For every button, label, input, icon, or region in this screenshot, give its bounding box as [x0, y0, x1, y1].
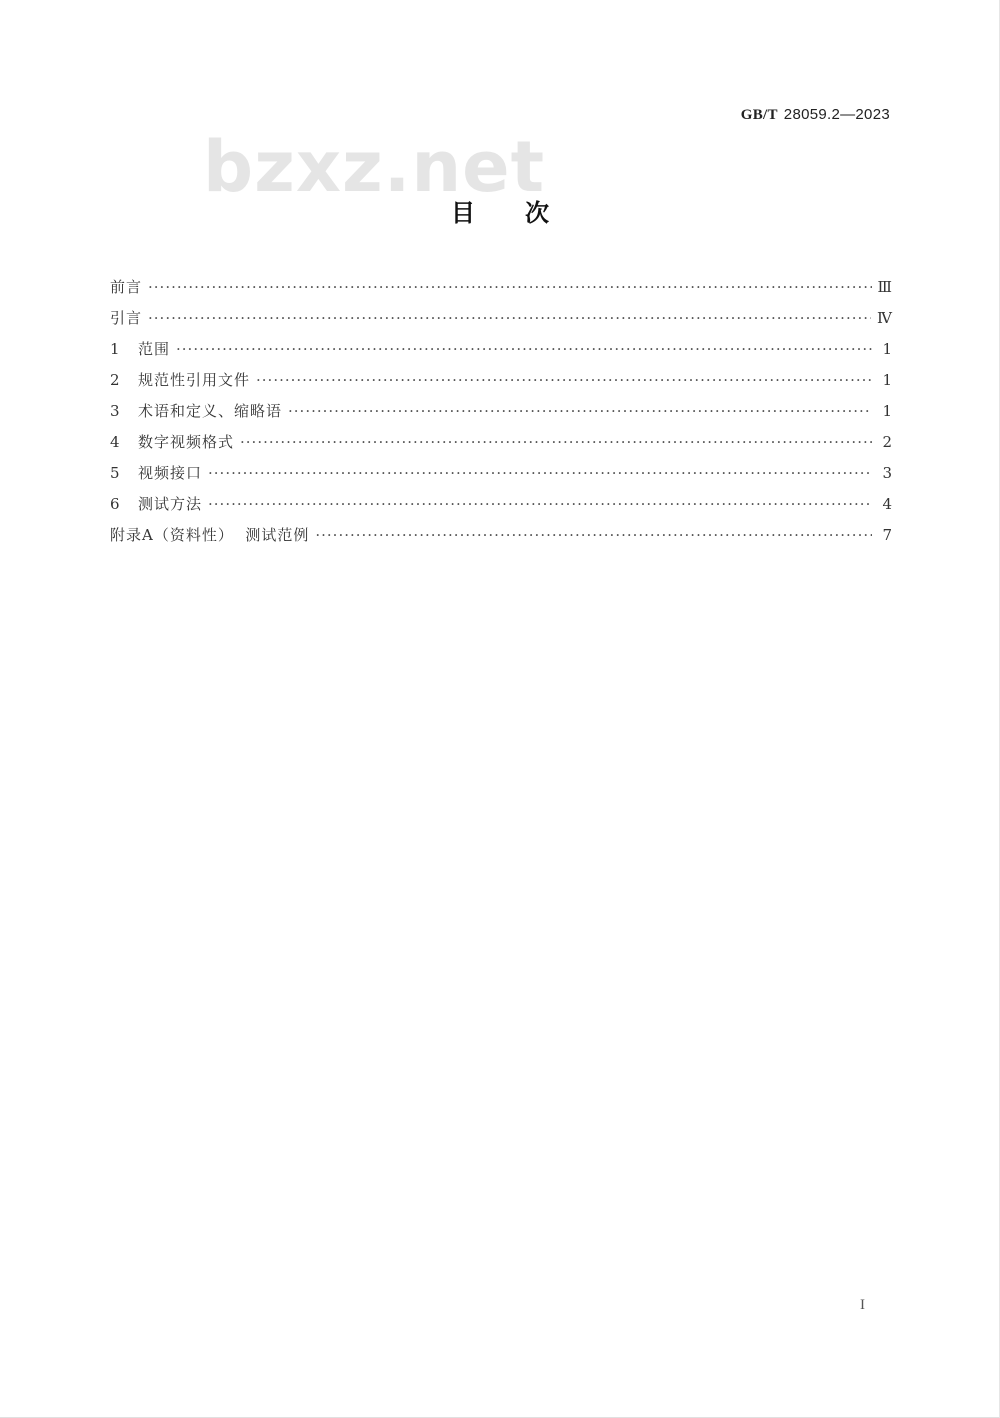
toc-entry-label: 引言 [110, 309, 143, 327]
standard-prefix: GB/T [740, 107, 778, 123]
toc-entry-label: 视频接口 [138, 464, 203, 482]
toc-entry-label: 规范性引用文件 [138, 371, 251, 389]
toc-entry-page: 7 [882, 526, 892, 544]
toc-entry-number: 3 [110, 402, 120, 420]
toc-leader-dots [208, 460, 872, 486]
toc-leader-dots [256, 367, 872, 393]
toc-entry-label: 术语和定义、缩略语 [138, 402, 283, 420]
toc-entry-number: 6 [110, 495, 120, 513]
standard-code: 28059.2—2023 [783, 106, 890, 123]
toc-leader-dots [208, 491, 872, 517]
toc-entry-video-interface[interactable] [110, 460, 892, 491]
toc-entry-page: 3 [882, 464, 892, 482]
toc-entry-appendix-a[interactable] [110, 522, 892, 553]
toc-entry-label: 范围 [138, 340, 171, 358]
toc-entry-page: 4 [882, 495, 892, 513]
toc-entry-number: 2 [110, 371, 120, 389]
toc-entry-label: 测试方法 [138, 495, 203, 513]
toc-entry-scope[interactable] [110, 336, 892, 367]
watermark: bzxz.net [203, 126, 546, 208]
toc-entry-number: 4 [110, 433, 120, 451]
toc-entry-page: Ⅲ [877, 278, 892, 296]
toc-entry-number: 5 [110, 464, 120, 482]
toc-leader-dots [176, 336, 872, 362]
toc-leader-dots [315, 522, 872, 548]
toc-entry-normative-references[interactable] [110, 367, 892, 398]
toc-leader-dots [288, 398, 872, 424]
toc-leader-dots [148, 274, 872, 300]
toc-entry-page: 1 [882, 402, 892, 420]
toc-entry-digital-video-format[interactable] [110, 429, 892, 460]
page-title: 目次 [451, 199, 599, 227]
toc-entry-label: 附录A（资料性） 测试范例 [110, 526, 310, 544]
toc-entry-page: Ⅳ [877, 309, 892, 327]
toc-entry-page: 1 [882, 371, 892, 389]
page-number: I [860, 1297, 865, 1313]
toc-entry-page: 1 [882, 340, 892, 358]
toc-leader-dots [240, 429, 872, 455]
toc-entry-test-methods[interactable] [110, 491, 892, 522]
toc-leader-dots [148, 305, 871, 331]
toc-entry-terms-definitions[interactable] [110, 398, 892, 429]
table-of-contents [110, 274, 892, 553]
toc-entry-label: 前言 [110, 278, 143, 296]
toc-entry-introduction[interactable] [110, 305, 892, 336]
toc-entry-number: 1 [110, 340, 120, 358]
toc-entry-preface[interactable] [110, 274, 892, 305]
toc-entry-label: 数字视频格式 [138, 433, 235, 451]
toc-entry-page: 2 [882, 433, 892, 451]
standard-number [741, 106, 890, 124]
